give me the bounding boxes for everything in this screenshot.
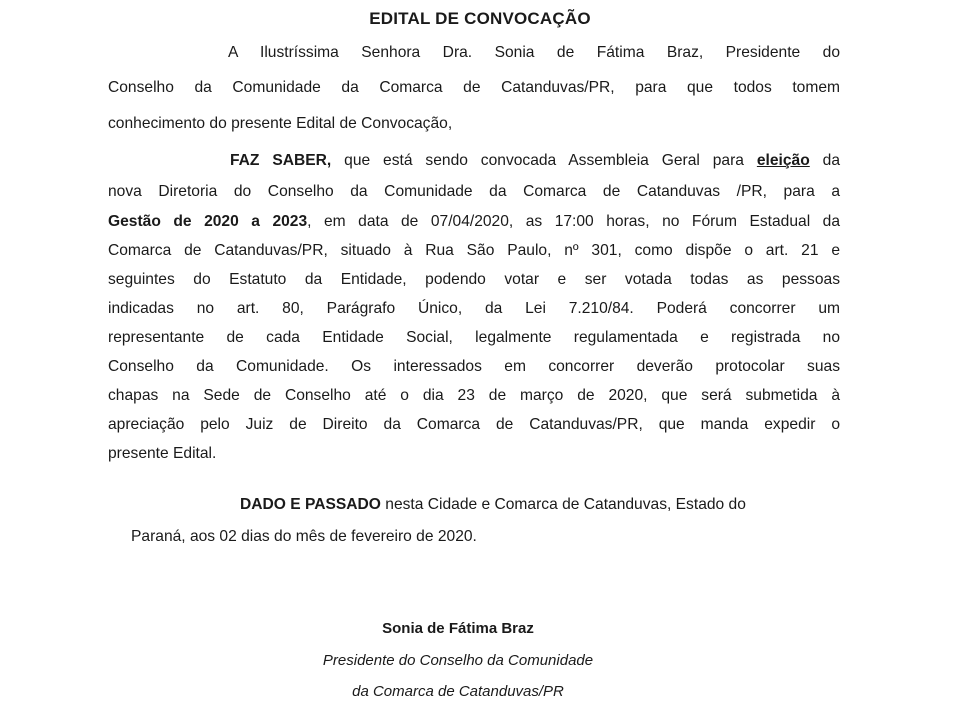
document-title: EDITAL DE CONVOCAÇÃO	[369, 9, 591, 28]
body-line-4: Comarca de Catanduvas/PR, situado à Rua São Paulo, nº 301, como dispõe o art. 21 e	[108, 242, 840, 259]
body-line-10: apreciação pelo Juiz de Direito da Comarca de Catanduvas/PR, que manda expedir o	[108, 416, 840, 433]
gestao-period: Gestão de 2020 a 2023	[108, 213, 308, 230]
body-line-8: Conselho da Comunidade. Os interessados em concorrer deverão protocolar suas	[108, 358, 840, 375]
body-line-5: seguintes do Estatuto da Entidade, podendo votar e ser votada todas as pessoas	[108, 271, 840, 288]
dado-line-2: Paraná, aos 02 dias do mês de fevereiro de 2020.	[131, 528, 477, 545]
intro-line-2: Conselho da Comunidade da Comarca de Catanduvas/PR, para que todos tomem	[108, 79, 840, 96]
body-line-6: indicadas no art. 80, Parágrafo Único, da Lei 7.210/84. Poderá concorrer um	[108, 300, 840, 317]
dado-line-1	[240, 496, 800, 514]
body-line-3-text: , em data de 07/04/2020, as 17:00 horas, no Fórum Estadual da	[307, 213, 841, 230]
signature-role-2: da Comarca de Catanduvas/PR	[352, 683, 564, 700]
dado-text: nesta Cidade e Comarca de Catanduvas, Estado do	[380, 496, 746, 513]
body-line-7: representante de cada Entidade Social, legalmente regulamentada e registrada no	[108, 329, 840, 346]
dado-passado-label: DADO E PASSADO	[240, 496, 381, 513]
body-line-11: presente Edital.	[108, 445, 217, 462]
body-line-9: chapas na Sede de Conselho até o dia 23 de março de 2020, que será submetida à	[108, 387, 840, 404]
intro-line-3: conhecimento do presente Edital de Convocação,	[108, 115, 453, 132]
signature-role-1: Presidente do Conselho da Comunidade	[322, 652, 594, 669]
faz-saber-end: da	[809, 152, 840, 169]
signature-name: Sonia de Fátima Braz	[382, 620, 534, 637]
faz-saber-text: que está sendo convocada Assembleia Geral para	[331, 152, 757, 169]
faz-saber-label: FAZ SABER,	[230, 152, 332, 169]
body-line-3	[108, 213, 840, 231]
eleicao-underlined: eleição	[756, 152, 810, 169]
intro-line-1: A Ilustríssima Senhora Dra. Sonia de Fátima Braz, Presidente do	[228, 44, 840, 61]
body-line-2: nova Diretoria do Conselho da Comunidade da Comarca de Catanduvas /PR, para a	[108, 183, 840, 200]
faz-saber-line-1	[230, 152, 840, 170]
